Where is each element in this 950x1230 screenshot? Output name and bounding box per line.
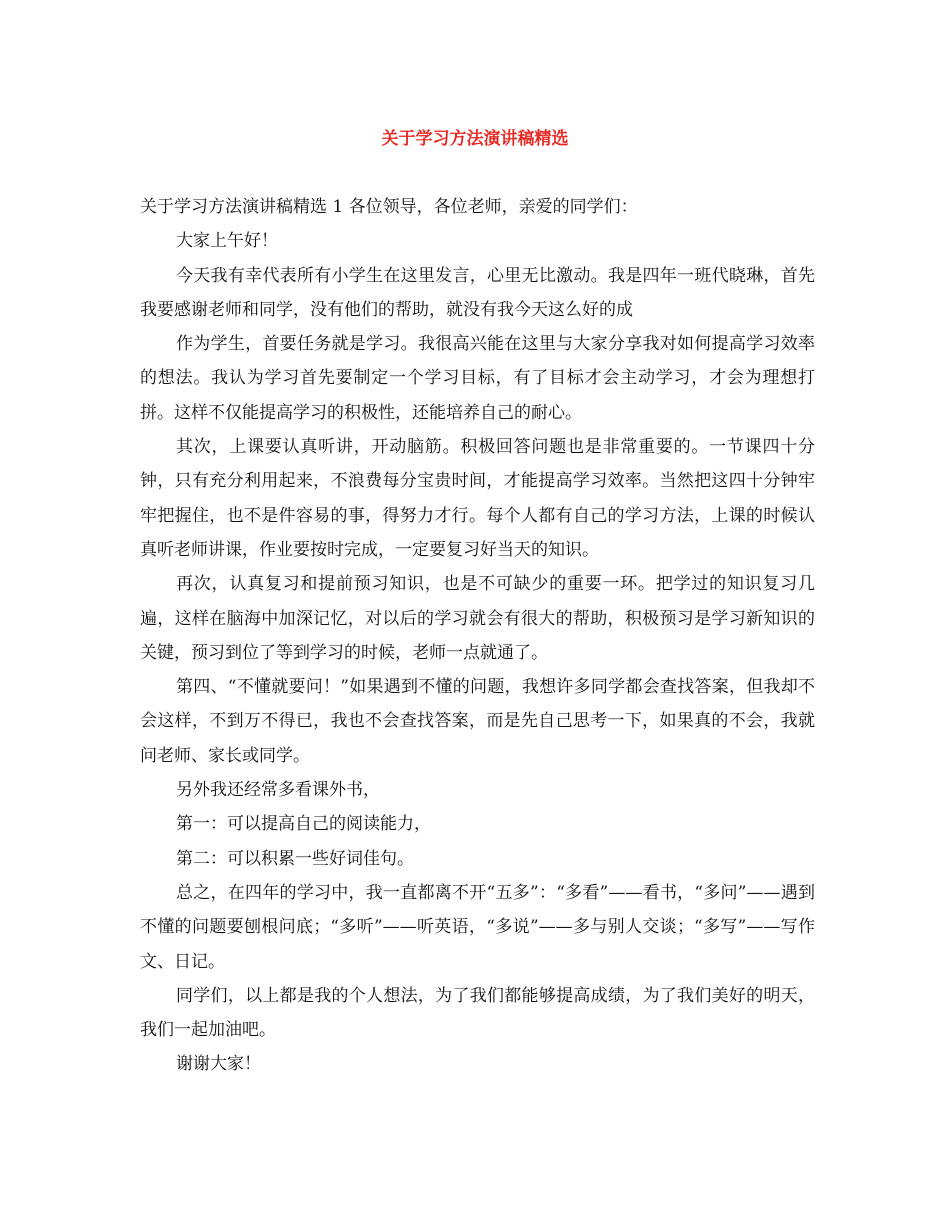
paragraph: 另外我还经常多看课外书， [176,780,380,801]
paragraph: 同学们，以上都是我的个人想法，为了我们都能够提高成绩，为了我们美好的明天，我们一起加油吧。 [140,985,815,1041]
paragraph: 再次，认真复习和提前预习知识，也是不可缺少的重要一环。把学过的知识复习几遍，这样在脑海中加深记忆，对以后的学习就会有很大的帮助，积极预习是学习新知识的关键，预习到位了等到学习的时候，老师一点就通了。 [140,574,815,663]
paragraph: 其次，上课要认真听讲，开动脑筋。积极回答问题也是非常重要的。一节课四十分钟，只有充分利用起来，不浪费每分宝贵时间，才能提高学习效率。当然把这四十分钟牢牢把握住，也不是件容易的事，得努力才行。每个人都有自己的学习方法，上课的时候认真听老师讲课，作业要按时完成，一定要复习好当天的知识。 [140,437,815,560]
paragraph: 第四、“不懂就要问！”如果遇到不懂的问题，我想许多同学都会查找答案，但我却不会这样，不到万不得已，我也不会查找答案，而是先自己思考一下，如果真的不会，我就问老师、家长或同学。 [140,677,815,766]
paragraph-opening: 关于学习方法演讲稿精选 1 各位领导，各位老师，亲爱的同学们： [140,197,638,217]
document-title: 关于学习方法演讲稿精选 [381,129,569,149]
paragraph: 第二：可以积累一些好词佳句。 [176,848,414,869]
paragraph: 总之，在四年的学习中，我一直都离不开“五多”：“多看”——看书，“多问”——遇到不懂的问题要刨根问底；“多听”——听英语，“多说”——多与别人交谈；“多写”——写作文、日记。 [140,882,815,972]
paragraph-closing: 谢谢大家！ [176,1054,261,1075]
paragraph: 作为学生，首要任务就是学习。我很高兴能在这里与大家分享我对如何提高学习效率的想法。我认为学习首先要制定一个学习目标，有了目标才会主动学习，才会为理想打拼。这样不仅能提高学习的积极性，还能培养自己的耐心。 [140,334,815,423]
document-body [140,190,815,1082]
paragraph: 今天我有幸代表所有小学生在这里发言，心里无比激动。我是四年一班代晓琳，首先我要感谢老师和同学，没有他们的帮助，就没有我今天这么好的成 [140,265,815,320]
paragraph-greeting: 大家上午好！ [176,231,278,252]
paragraph: 第一：可以提高自己的阅读能力， [176,814,431,835]
